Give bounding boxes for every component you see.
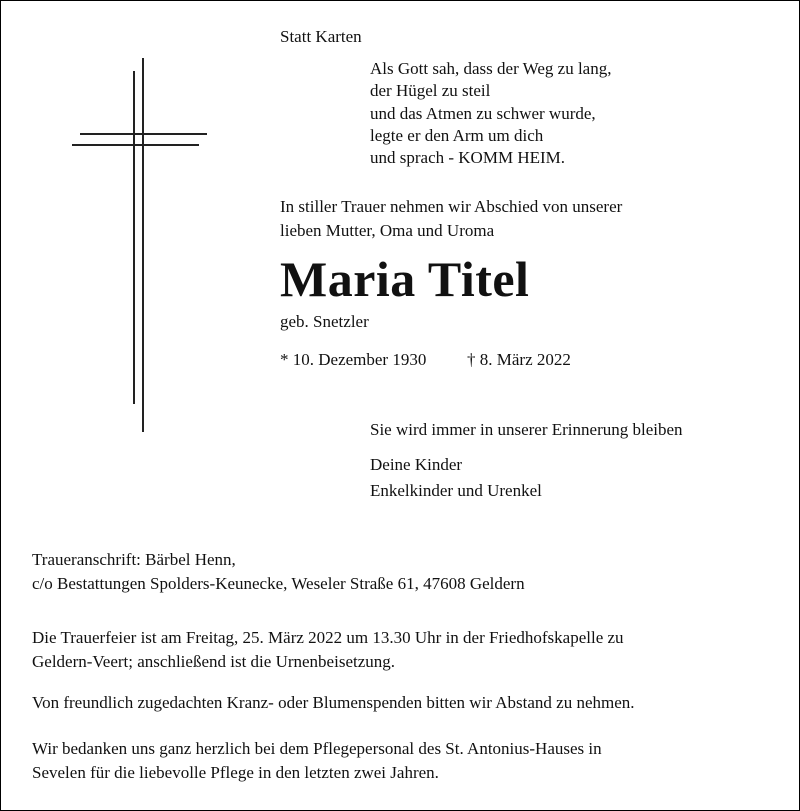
header-statt-karten: Statt Karten xyxy=(280,27,362,46)
ceremony-info xyxy=(32,626,624,674)
cross-vertical-line-right xyxy=(142,58,144,432)
death-date: † 8. März 2022 xyxy=(467,350,571,369)
intro-line: lieben Mutter, Oma und Uroma xyxy=(280,221,495,240)
poem-line: und sprach - KOMM HEIM. xyxy=(370,148,566,168)
ceremony-line: Geldern-Veert; anschließend ist die Urnenbeisetzung. xyxy=(32,652,396,671)
cross-horizontal-line-top xyxy=(80,133,207,135)
poem-line: der Hügel zu steil xyxy=(370,81,491,101)
signatory-line: Enkelkinder und Urenkel xyxy=(370,481,542,500)
thanks-line: Wir bedanken uns ganz herzlich bei dem Pflegepersonal des St. Antonius-Hauses in xyxy=(32,739,602,758)
cross-vertical-line-left xyxy=(133,71,135,404)
deceased-name: Maria Titel xyxy=(280,251,530,307)
poem-line: Als Gott sah, dass der Weg zu lang, xyxy=(370,59,612,78)
address-line: Traueranschrift: Bärbel Henn, xyxy=(32,550,236,569)
intro-line: In stiller Trauer nehmen wir Abschied von unserer xyxy=(280,197,623,216)
thanks-text xyxy=(32,737,602,785)
flowers-note: Von freundlich zugedachten Kranz- oder Blumenspenden bitten wir Abstand zu nehmen. xyxy=(32,693,635,712)
intro-text xyxy=(280,195,622,243)
mourning-address xyxy=(32,548,525,596)
poem-line: legte er den Arm um dich xyxy=(370,125,544,145)
birth-date: * 10. Dezember 1930 xyxy=(280,350,427,369)
address-line: c/o Bestattungen Spolders-Keunecke, Weseler Straße 61, 47608 Geldern xyxy=(32,574,525,593)
thanks-line: Sevelen für die liebevolle Pflege in den letzten zwei Jahren. xyxy=(32,763,439,782)
signatory-line: Deine Kinder xyxy=(370,455,463,474)
ceremony-line: Die Trauerfeier ist am Freitag, 25. März 2022 um 13.30 Uhr in der Friedhofskapelle zu xyxy=(32,628,624,647)
cross-horizontal-line-bottom xyxy=(72,144,199,146)
memory-line: Sie wird immer in unserer Erinnerung bleiben xyxy=(370,420,683,439)
signatories xyxy=(370,452,542,504)
poem-line: und das Atmen zu schwer wurde, xyxy=(370,103,596,123)
maiden-name: geb. Snetzler xyxy=(280,312,369,331)
poem xyxy=(370,58,611,169)
